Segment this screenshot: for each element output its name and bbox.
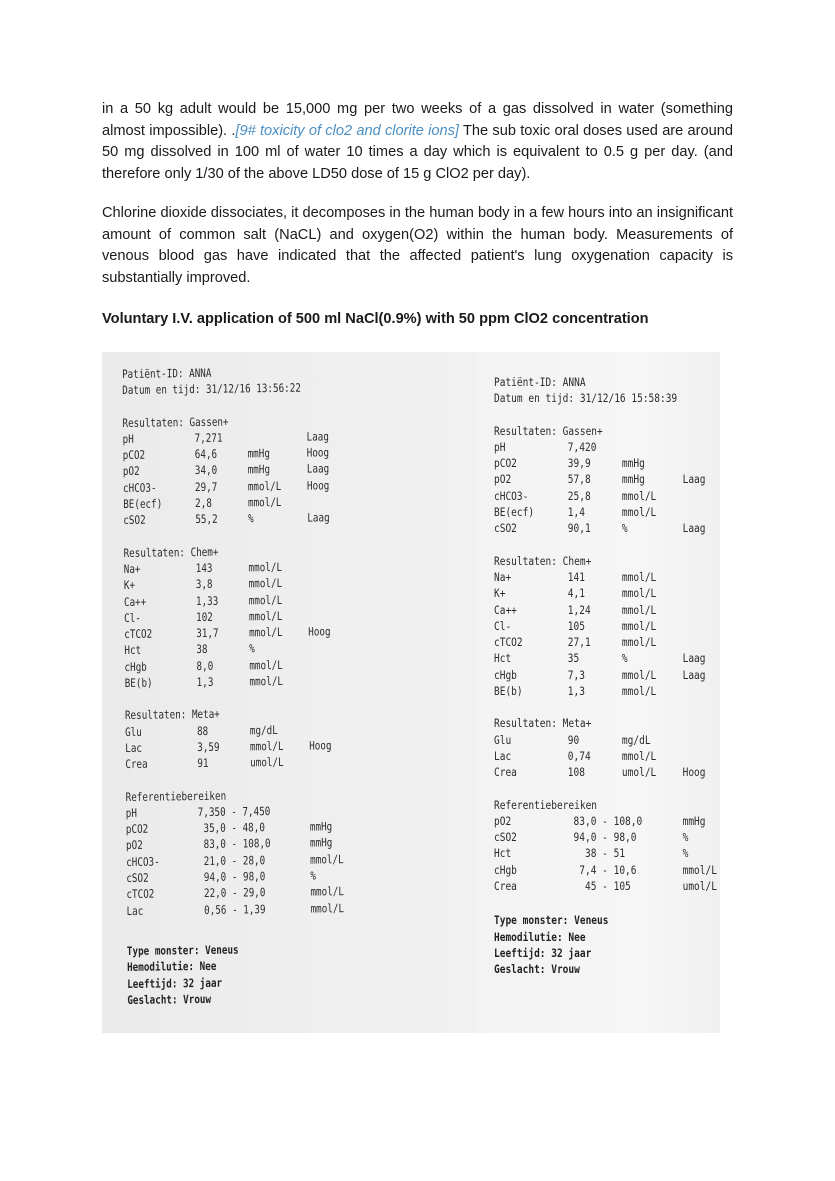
result-row — [494, 585, 720, 601]
analyte-unit: mmHg — [247, 446, 270, 461]
analyte-name: cHgb — [124, 659, 147, 674]
analyte-value: 25,8 — [567, 488, 591, 503]
analyte-name: Na+ — [123, 561, 141, 576]
analyte-name: Ca++ — [123, 594, 147, 609]
reference-range: 7,350 - 7,450 — [197, 803, 271, 819]
analyte-unit: umol/L — [682, 879, 717, 894]
info-type: Type monster: Veneus — [494, 913, 609, 928]
info-sex: Geslacht: Vrouw — [127, 991, 212, 1007]
analyte-value: 2,8 — [195, 495, 212, 511]
analyte-flag: Hoog — [308, 624, 331, 639]
analyte-unit: mmol/L — [621, 505, 657, 520]
section-heading: Voluntary I.V. application of 500 ml NaCl(0.9%) with 50 ppm ClO2 concentration — [102, 311, 649, 327]
analyte-unit — [310, 814, 366, 815]
analyte-name: Hct — [494, 846, 512, 861]
analyte-flag: Hoog — [306, 478, 330, 493]
analyte-unit: umol/L — [621, 765, 657, 780]
analyte-value: 7,3 — [567, 667, 585, 682]
analyte-name: cSO2 — [123, 513, 146, 528]
analyte-unit: mmol/L — [621, 618, 657, 633]
result-row — [494, 488, 720, 504]
analyte-value: 90,1 — [567, 521, 591, 536]
analyte-value: 88 — [197, 723, 209, 738]
analyte-unit: mmol/L — [248, 576, 283, 591]
blood-gas-receipts-photo — [102, 352, 720, 1033]
analyte-name: Lac — [125, 740, 143, 755]
analyte-value: 1,4 — [567, 505, 585, 520]
analyte-name: Cl- — [124, 610, 141, 625]
analyte-name: cTCO2 — [124, 626, 153, 642]
analyte-unit: % — [682, 846, 689, 861]
analyte-name: pH — [125, 805, 137, 820]
result-row — [494, 618, 720, 634]
analyte-unit: mmol/L — [621, 667, 657, 682]
analyte-unit: mg/dL — [621, 732, 651, 747]
analyte-unit: mg/dL — [249, 722, 278, 737]
analyte-value: 3,8 — [195, 577, 213, 592]
analyte-flag — [308, 652, 348, 653]
analyte-value: 3,59 — [197, 739, 220, 754]
analyte-unit: mmol/L — [621, 602, 657, 617]
info-age: Leeftijd: 32 jaar — [127, 975, 223, 991]
analyte-unit: mmHg — [621, 456, 645, 471]
info-age: Leeftijd: 32 jaar — [494, 945, 592, 960]
analyte-flag: Laag — [307, 510, 330, 525]
analyte-name: pH — [494, 439, 506, 454]
analyte-unit: mmol/L — [247, 478, 282, 494]
analyte-name: pO2 — [122, 464, 140, 479]
analyte-value: 8,0 — [196, 658, 214, 673]
patient-id: Patiënt-ID: ANNA — [122, 365, 212, 381]
result-row — [494, 667, 720, 683]
analyte-unit: mmHg — [309, 819, 333, 834]
analyte-unit: % — [621, 651, 628, 666]
results-gases — [494, 423, 720, 537]
results-gases — [122, 411, 363, 528]
analyte-unit: mmol/L — [248, 625, 283, 640]
reference-row — [494, 862, 720, 878]
reference-range: 22,0 - 29,0 — [198, 885, 266, 901]
section-title: Referentiebereiken — [125, 788, 227, 804]
analyte-value: 29,7 — [194, 479, 218, 494]
analyte-unit: mmHg — [682, 813, 706, 828]
analyte-value: 4,1 — [567, 586, 585, 601]
analyte-unit: mmol/L — [310, 884, 344, 899]
reference-range: 38 - 51 — [567, 846, 626, 861]
analyte-name: pO2 — [494, 813, 512, 828]
section-title: Resultaten: Gassen+ — [494, 423, 603, 438]
analyte-flag — [308, 619, 348, 620]
analyte-unit: mmol/L — [621, 635, 657, 650]
result-row — [125, 753, 365, 772]
reference-row — [126, 899, 366, 918]
analyte-flag: Hoog — [682, 765, 706, 780]
reference-range: 7,4 - 10,6 — [567, 862, 637, 877]
analyte-value: 0,74 — [567, 748, 591, 763]
result-row — [125, 672, 365, 691]
analyte-value: 105 — [567, 618, 585, 633]
analyte-flag — [308, 586, 348, 587]
analyte-value: 1,33 — [195, 593, 219, 608]
analyte-unit: mmol/L — [621, 586, 657, 601]
analyte-flag — [309, 684, 349, 685]
analyte-name: pCO2 — [494, 456, 517, 471]
analyte-flag — [308, 603, 348, 604]
analyte-value: 1,24 — [567, 602, 591, 617]
analyte-unit: % — [682, 830, 689, 845]
patient-id: Patiënt-ID: ANNA — [494, 375, 586, 389]
info-sex: Geslacht: Vrouw — [494, 962, 580, 977]
analyte-value: 31,7 — [196, 625, 219, 641]
analyte-value: 38 — [196, 642, 208, 657]
analyte-name: cSO2 — [126, 870, 149, 885]
reference-ranges — [126, 785, 367, 919]
analyte-unit: mmol/L — [249, 673, 284, 689]
reference-range: 45 - 105 — [567, 879, 631, 894]
result-row — [494, 683, 720, 699]
analyte-flag: Hoog — [309, 738, 332, 753]
analyte-name: Hct — [124, 643, 142, 658]
analyte-name: Lac — [126, 903, 144, 918]
analyte-value: 1,3 — [567, 684, 585, 699]
section-title: Resultaten: Meta+ — [124, 707, 220, 723]
analyte-unit: mmol/L — [621, 488, 657, 503]
section-title: Resultaten: Meta+ — [494, 716, 592, 731]
section-title: Resultaten: Chem+ — [123, 544, 219, 560]
analyte-unit: umol/L — [250, 755, 284, 770]
info-hemodilution: Hemodilutie: Nee — [494, 929, 586, 944]
analyte-unit: mmol/L — [310, 851, 344, 867]
analyte-unit: % — [249, 641, 255, 656]
analyte-name: cHCO3- — [122, 480, 157, 495]
result-row — [494, 455, 720, 471]
analyte-unit: mmHg — [247, 462, 271, 477]
reference-range: 35,0 - 48,0 — [197, 820, 265, 836]
analyte-flag: Laag — [682, 521, 706, 536]
analyte-flag — [309, 668, 349, 669]
analyte-flag — [308, 570, 348, 571]
analyte-flag: Laag — [682, 651, 706, 666]
analyte-flag: Laag — [306, 461, 330, 477]
analyte-unit — [247, 440, 306, 441]
analyte-value: 7,420 — [567, 439, 597, 454]
analyte-unit: mmol/L — [248, 608, 283, 624]
analyte-unit: mmol/L — [248, 592, 283, 607]
analyte-unit: % — [310, 868, 316, 883]
receipt-after — [475, 352, 720, 1033]
receipt-content — [494, 374, 720, 978]
analyte-value: 1,3 — [196, 674, 214, 690]
reference-range: 0,56 - 1,39 — [198, 901, 266, 917]
results-chem — [494, 553, 720, 700]
analyte-name: cHCO3- — [126, 854, 160, 869]
analyte-value: 108 — [567, 765, 585, 780]
analyte-unit: mmol/L — [248, 559, 283, 575]
reference-range: 94,0 - 98,0 — [198, 869, 266, 885]
sample-info — [127, 940, 368, 1008]
analyte-unit: % — [248, 511, 254, 526]
analyte-name: Crea — [494, 879, 517, 894]
analyte-value: 55,2 — [195, 512, 218, 527]
reference-row — [494, 829, 720, 845]
reference-row — [494, 878, 720, 894]
analyte-unit: mmol/L — [682, 862, 717, 877]
paragraph-text: The sub toxic oral doses used are around 50 mg dissolved in 100 ml of water 10 times a day which is equivalent to 0.5 g per day. (and therefore only 1/30 of the above LD50 dose of 15 g ClO2 per day). — [102, 122, 733, 182]
result-row — [494, 504, 720, 520]
section-title: Resultaten: Chem+ — [494, 553, 592, 568]
analyte-name: Glu — [125, 724, 142, 739]
analyte-flag — [309, 765, 349, 766]
analyte-unit: mmol/L — [249, 657, 283, 673]
analyte-name: BE(ecf) — [494, 505, 535, 520]
analyte-name: Crea — [125, 756, 148, 772]
reference-row — [494, 845, 720, 861]
analyte-flag: Laag — [306, 429, 329, 444]
analyte-value: 102 — [196, 609, 213, 624]
analyte-name: pO2 — [494, 472, 512, 487]
analyte-value: 7,271 — [194, 430, 223, 445]
reference-ranges — [494, 797, 720, 895]
receipt-content — [122, 363, 367, 1008]
analyte-unit: mmol/L — [621, 684, 657, 699]
analyte-name: BE(ecf) — [123, 496, 163, 512]
reference-row — [494, 813, 720, 829]
analyte-unit: mmol/L — [249, 738, 284, 754]
result-row — [494, 764, 720, 780]
result-row — [494, 634, 720, 650]
analyte-name: cTCO2 — [494, 635, 523, 650]
analyte-name: BE(b) — [494, 684, 523, 699]
analyte-name: pO2 — [125, 838, 143, 853]
analyte-flag: Laag — [682, 472, 706, 487]
reference-range: 83,0 - 108,0 — [567, 813, 643, 828]
analyte-flag: Hoog — [306, 445, 330, 460]
analyte-value: 64,6 — [194, 446, 218, 462]
citation-link[interactable]: [9# toxicity of clo2 and clorite ions] — [235, 122, 459, 139]
reference-range: 94,0 - 98,0 — [567, 830, 637, 845]
analyte-name: pH — [122, 431, 134, 446]
analyte-name: cHgb — [494, 667, 517, 682]
results-chem — [123, 542, 364, 692]
analyte-flag: Laag — [682, 667, 706, 682]
analyte-name: BE(b) — [124, 675, 153, 691]
section-title: Referentiebereiken — [494, 797, 598, 812]
analyte-name: Crea — [494, 765, 517, 780]
result-row — [494, 650, 720, 666]
info-type: Type monster: Veneus — [126, 942, 239, 958]
result-row — [494, 520, 720, 536]
analyte-value: 143 — [195, 560, 213, 576]
result-row — [494, 732, 720, 748]
analyte-unit: mmHg — [621, 472, 645, 487]
reference-range: 83,0 - 108,0 — [197, 836, 271, 852]
analyte-flag — [307, 505, 347, 506]
results-meta — [125, 704, 366, 772]
analyte-value: 34,0 — [194, 463, 218, 478]
analyte-name: Lac — [494, 748, 512, 763]
section-title: Resultaten: Gassen+ — [122, 414, 229, 430]
analyte-value: 39,9 — [567, 456, 591, 471]
analyte-value: 91 — [197, 756, 209, 771]
result-row — [494, 569, 720, 585]
info-hemodilution: Hemodilutie: Nee — [126, 959, 217, 975]
analyte-name: cSO2 — [494, 830, 517, 845]
paragraph-text: in a 50 kg adult would be 15,000 mg per two weeks of a gas dissolved in water (something almost impossible). . — [102, 101, 733, 139]
analyte-name: pCO2 — [122, 447, 146, 463]
analyte-name: Cl- — [494, 618, 512, 633]
sample-info — [494, 912, 720, 977]
analyte-unit: mmol/L — [621, 569, 657, 584]
analyte-value: 57,8 — [567, 472, 591, 487]
analyte-name: Hct — [494, 651, 512, 666]
analyte-unit: mmol/L — [621, 748, 657, 763]
reference-range: 21,0 - 28,0 — [198, 852, 266, 868]
analyte-name: Na+ — [494, 569, 512, 584]
analyte-value: 35 — [567, 651, 580, 666]
analyte-name: cHCO3- — [494, 488, 529, 503]
analyte-value: 27,1 — [567, 635, 591, 650]
analyte-name: K+ — [494, 586, 506, 601]
analyte-name: cTCO2 — [126, 886, 155, 902]
receipt-before — [102, 352, 475, 1033]
result-row — [494, 748, 720, 764]
analyte-name: Glu — [494, 732, 512, 747]
result-row — [494, 602, 720, 618]
analyte-name: Ca++ — [494, 602, 517, 617]
analyte-value: 141 — [567, 569, 585, 584]
result-row — [494, 439, 720, 455]
analyte-name: pCO2 — [125, 821, 149, 837]
analyte-unit: % — [621, 521, 628, 536]
datetime: Datum en tijd: 31/12/16 15:58:39 — [494, 391, 678, 406]
result-row — [123, 509, 363, 528]
analyte-name: K+ — [123, 578, 136, 593]
analyte-name: cHgb — [494, 862, 517, 877]
paragraph-toxicity — [102, 99, 733, 185]
analyte-unit: mmol/L — [310, 900, 345, 916]
result-row — [494, 471, 720, 487]
analyte-unit: mmHg — [309, 835, 333, 850]
datetime: Datum en tijd: 31/12/16 13:56:22 — [122, 380, 301, 398]
analyte-value: 90 — [567, 732, 580, 747]
paragraph-dissociation: Chlorine dioxide dissociates, it decomposes in the human body in a few hours into an insignificant amount of common salt (NaCL) and oxygen(O2) within the human body. Measurements of venous blood gas have indicated that the affected patient's lung oxygenation capacity is substantially improved. — [102, 205, 733, 286]
analyte-name: cSO2 — [494, 521, 517, 536]
results-meta — [494, 715, 720, 780]
analyte-flag — [309, 733, 349, 734]
analyte-unit: mmol/L — [247, 494, 282, 510]
